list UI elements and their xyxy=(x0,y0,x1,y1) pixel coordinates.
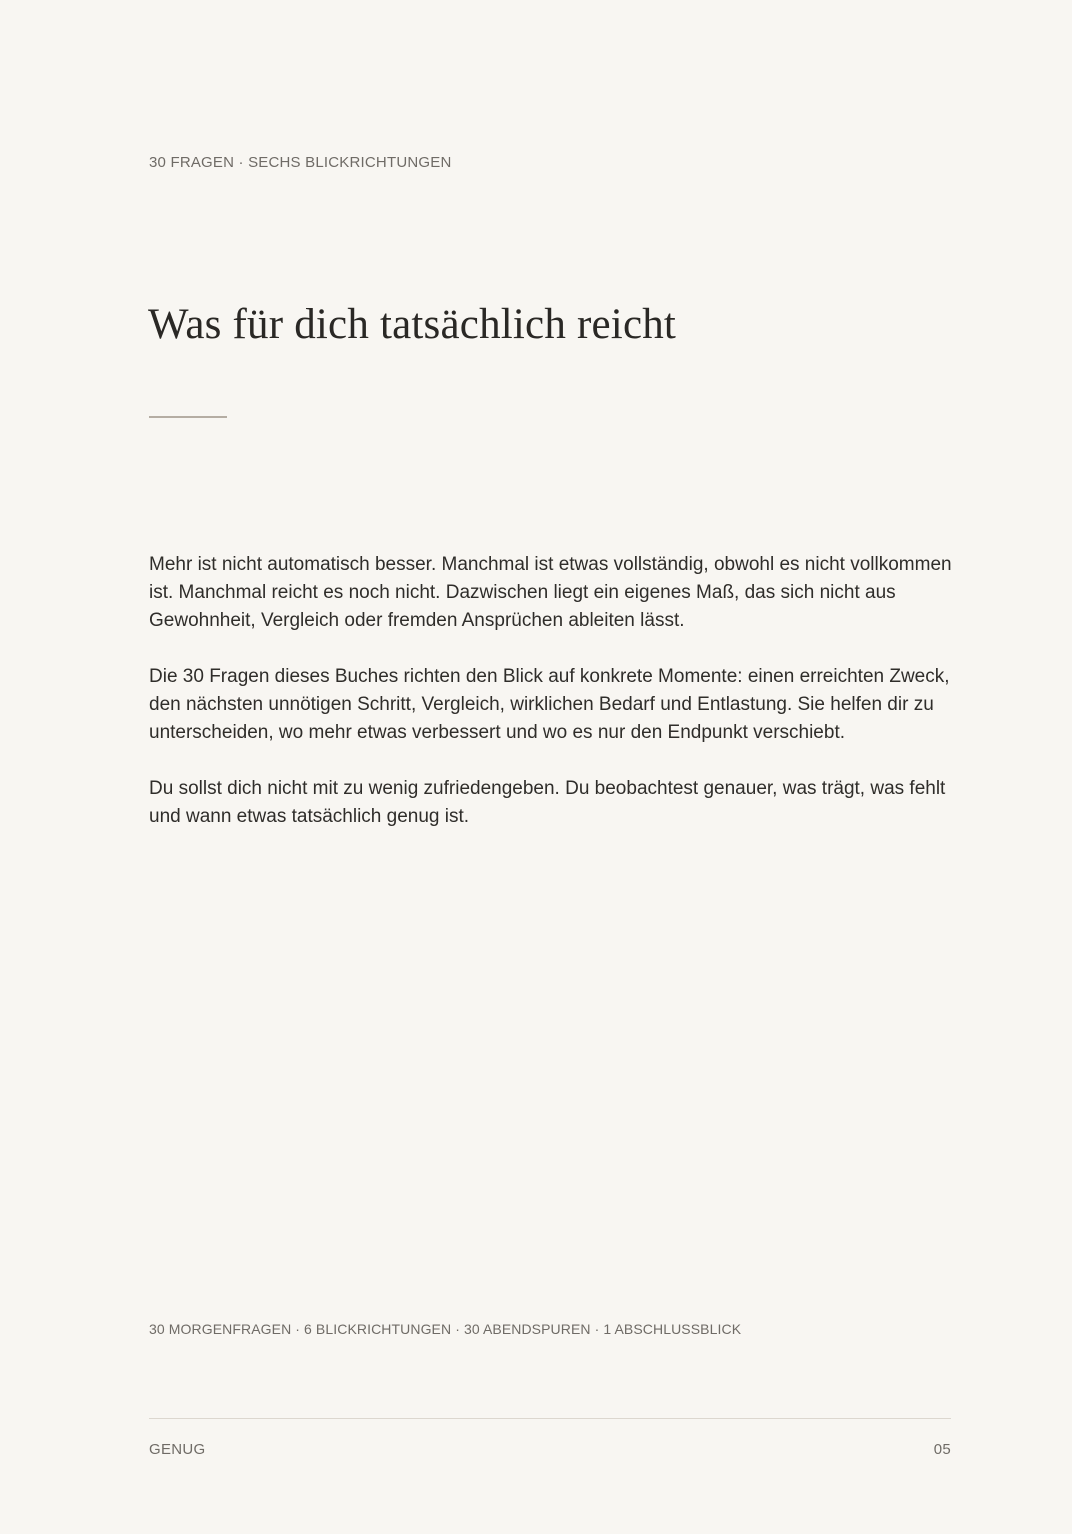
section-eyebrow: 30 FRAGEN · SECHS BLICKRICHTUNGEN xyxy=(149,154,452,171)
paragraph: Du sollst dich nicht mit zu wenig zufriedengeben. Du beobachtest genauer, was trägt, was fehlt und wann etwas tatsächlich genug ist. xyxy=(149,778,946,827)
page-title: Was für dich tatsächlich reicht xyxy=(148,301,677,348)
body-text xyxy=(149,551,959,859)
page-number: 05 xyxy=(933,1441,951,1458)
title-divider xyxy=(149,416,227,418)
footer-divider xyxy=(149,1418,951,1419)
paragraph: Mehr ist nicht automatisch besser. Manchmal ist etwas vollständig, obwohl es nicht vollkommen ist. Manchmal reicht es noch nicht. Dazwischen liegt ein eigenes Maß, das sich nicht aus Gewohnheit, Vergleich oder fremden Ansprüchen ableiten lässt. xyxy=(149,554,952,631)
paragraph: Die 30 Fragen dieses Buches richten den Blick auf konkrete Momente: einen erreichten Zweck, den nächsten unnötigen Schritt, Vergleich, wirklichen Bedarf und Entlastung. Sie helfen dir zu unterscheiden, wo mehr etwas verbessert und wo es nur den Endpunkt verschiebt. xyxy=(149,666,950,743)
footer-book-title: GENUG xyxy=(149,1441,206,1458)
book-stats: 30 MORGENFRAGEN · 6 BLICKRICHTUNGEN · 30 ABENDSPUREN · 1 ABSCHLUSSBLICK xyxy=(149,1321,742,1337)
